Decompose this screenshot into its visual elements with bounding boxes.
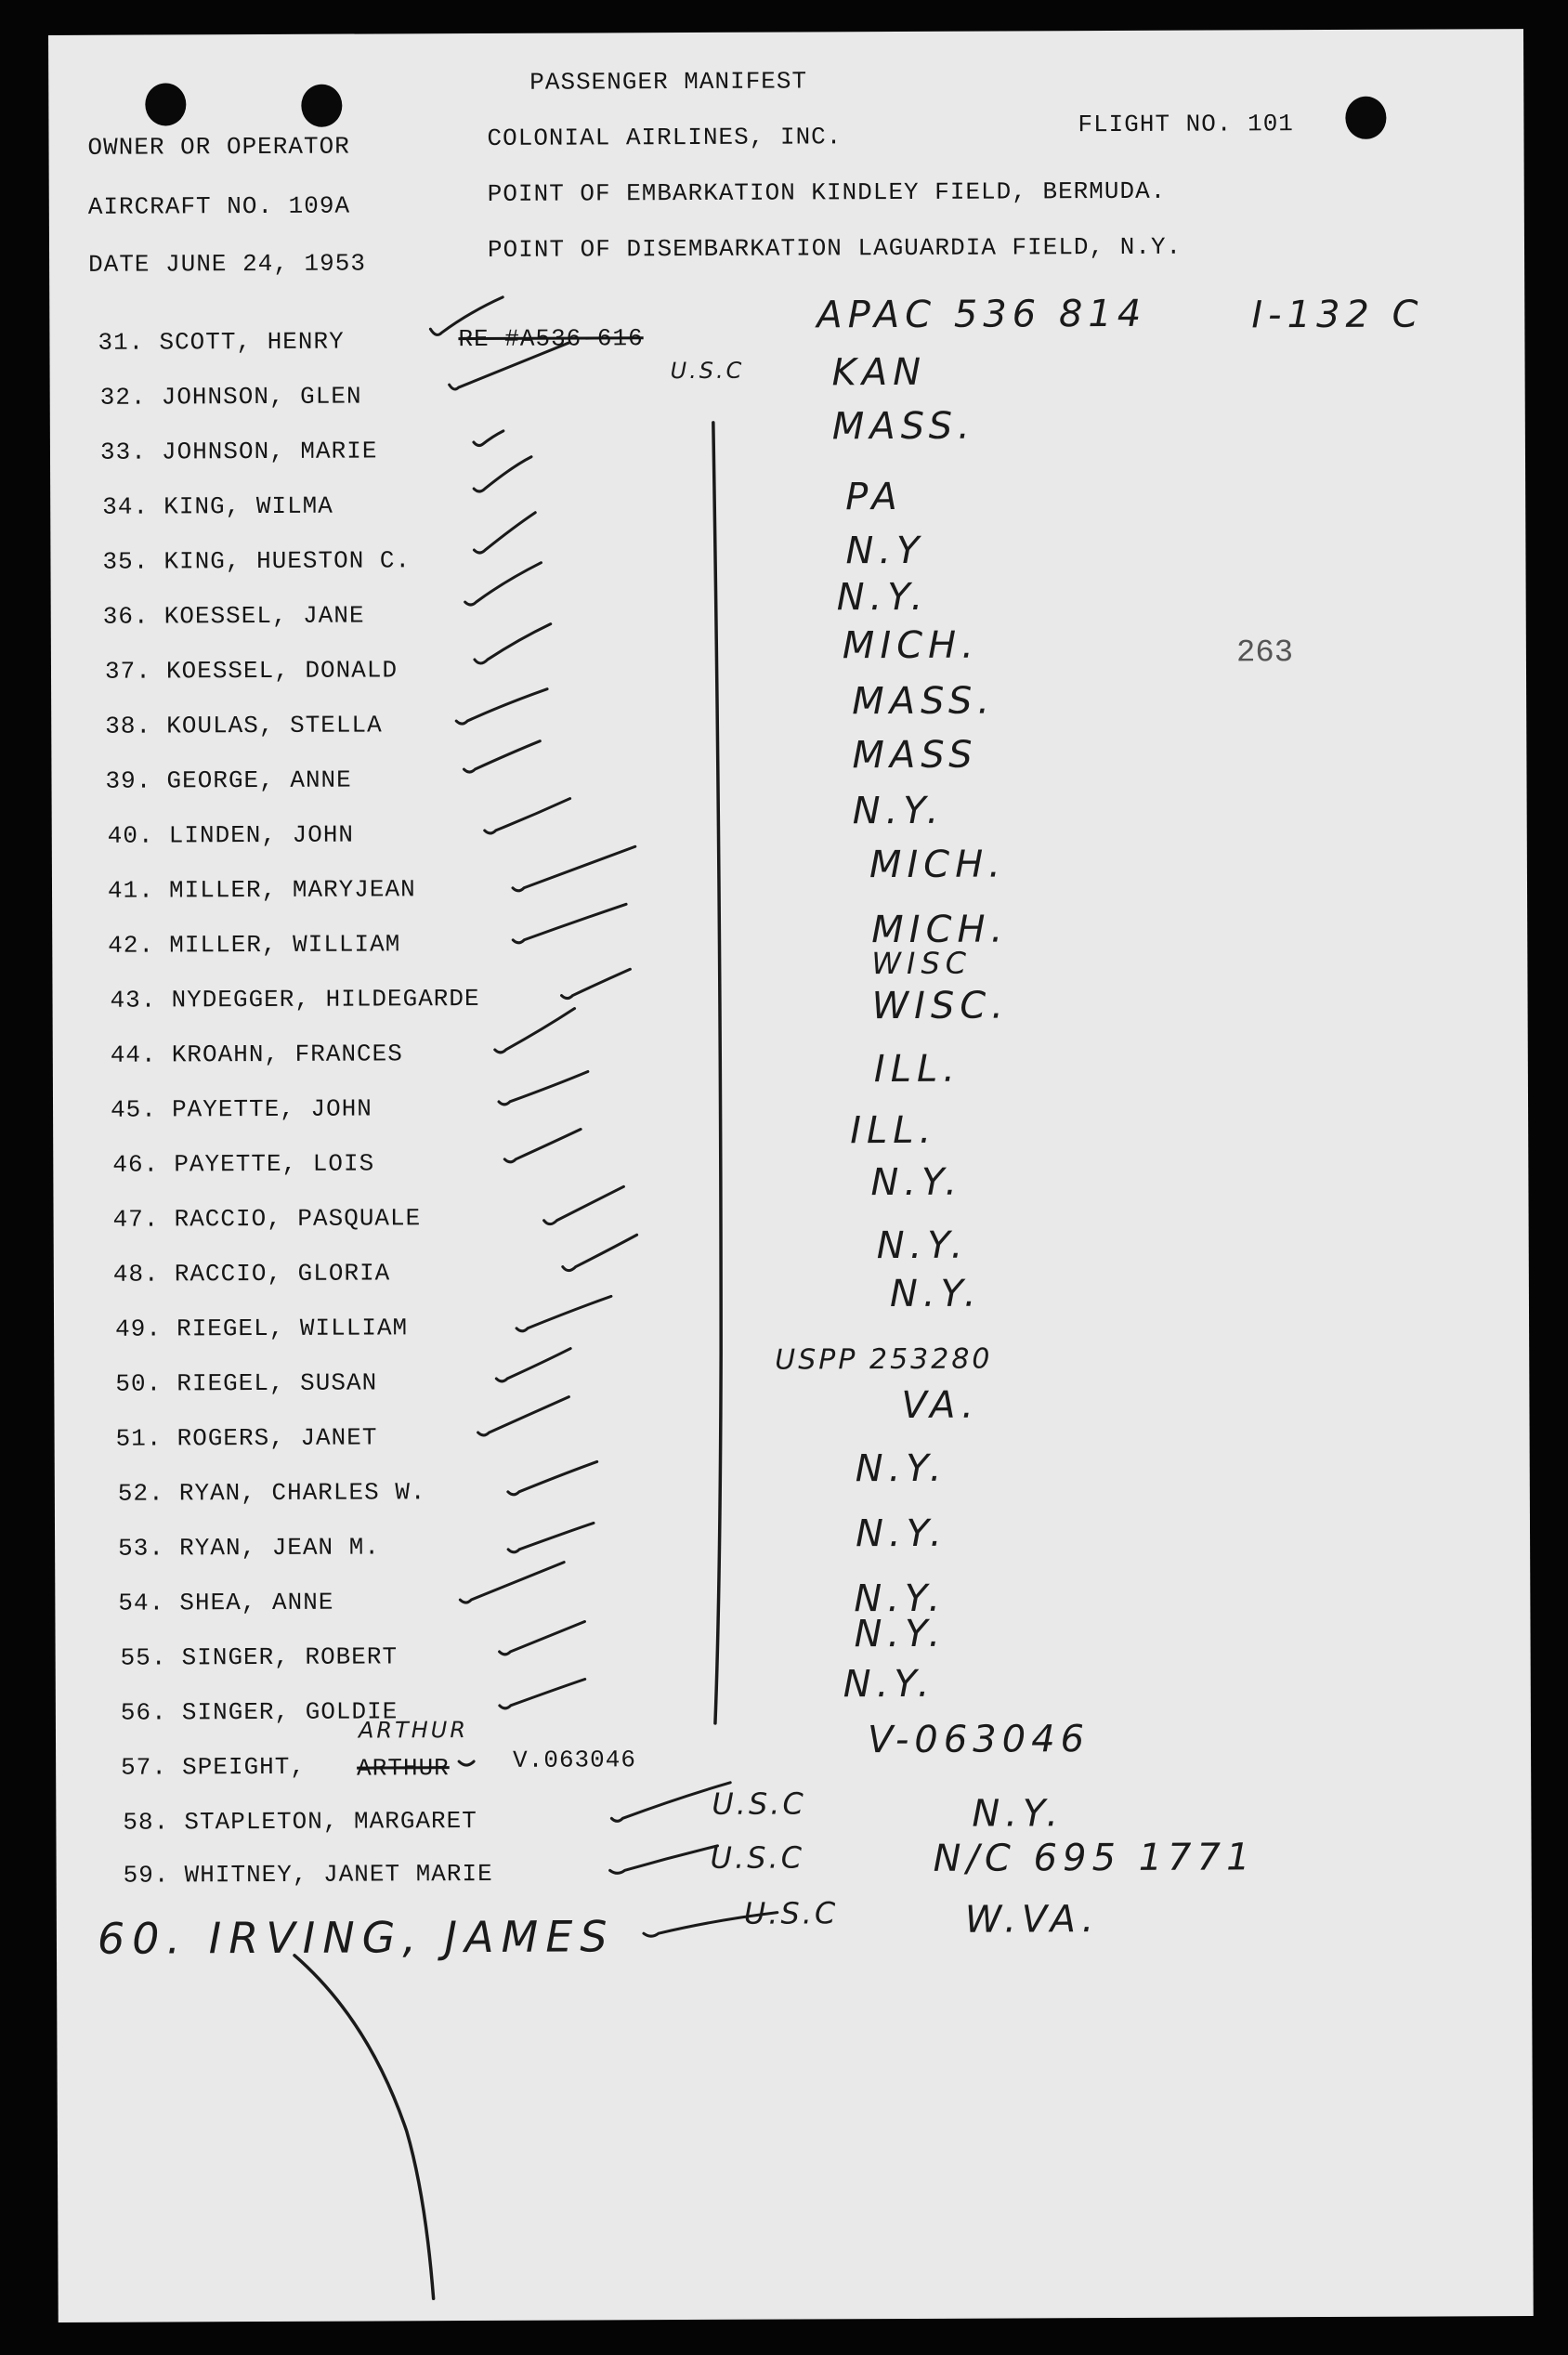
row-number: 57.	[121, 1753, 168, 1782]
row-number: 46.	[112, 1150, 160, 1179]
citizenship-mark: U.S.C	[712, 1786, 806, 1822]
check-mark	[477, 1397, 568, 1435]
handwritten-passenger: 60. IRVING, JAMES	[97, 1911, 615, 1964]
row-number: 51.	[115, 1424, 163, 1453]
passenger-name: RACCIO, GLORIA	[174, 1259, 391, 1289]
state-entry: N.Y.	[843, 1662, 935, 1707]
passenger-name: SPEIGHT,	[182, 1752, 307, 1782]
inserted-first-name: ARTHUR	[358, 1717, 469, 1744]
check-mark	[513, 846, 635, 891]
passenger-name: KING, HUESTON C.	[163, 546, 412, 576]
state-entry: N.Y.	[836, 575, 929, 620]
check-mark	[499, 1071, 588, 1104]
row-number: 34.	[102, 492, 150, 521]
check-mark	[561, 969, 630, 998]
row-number: 31.	[98, 328, 145, 357]
row-number: 45.	[110, 1095, 157, 1124]
flight-number: FLIGHT NO. 101	[1078, 110, 1294, 139]
state-entry: MASS.	[852, 679, 996, 724]
diagonal-line	[294, 1955, 434, 2299]
state-entry: WISC	[871, 945, 973, 982]
owner-value: COLONIAL AIRLINES, INC.	[487, 123, 843, 152]
row-number: 33.	[99, 438, 147, 466]
struck-registration: RE #A536-616	[458, 324, 644, 354]
manifest-page	[48, 29, 1534, 2322]
check-mark	[474, 431, 503, 446]
row-number: 36.	[102, 602, 150, 631]
check-mark	[485, 799, 570, 833]
state-entry: MICH.	[869, 843, 1007, 887]
check-mark	[474, 457, 531, 491]
manifest-title: PASSENGER MANIFEST	[529, 67, 808, 97]
state-entry: N.Y.	[852, 789, 945, 833]
row-number: 47.	[112, 1205, 160, 1234]
check-mark	[508, 1523, 594, 1551]
row-number: 55.	[120, 1643, 167, 1672]
passenger-name: JOHNSON, GLEN	[161, 382, 362, 412]
state-entry: ILL.	[850, 1108, 937, 1153]
struck-first-name: ARTHUR	[357, 1754, 450, 1783]
manifest-date: DATE JUNE 24, 1953	[88, 249, 366, 279]
passenger-name: MILLER, MARYJEAN	[168, 875, 416, 905]
citizenship-mark: U.S.C	[670, 357, 745, 385]
row-number: 58.	[123, 1808, 170, 1837]
state-entry: PA	[845, 475, 903, 519]
bracket-line	[710, 423, 724, 1723]
passenger-name: KING, WILMA	[163, 491, 333, 521]
check-mark	[516, 1296, 611, 1330]
state-entry: N.Y.	[972, 1792, 1065, 1836]
passenger-name: RIEGEL, SUSAN	[176, 1368, 378, 1398]
passenger-name: SCOTT, HENRY	[159, 327, 345, 357]
state-entry: N.Y	[845, 529, 925, 573]
passenger-name: RACCIO, PASQUALE	[174, 1204, 422, 1234]
row-number: 59.	[123, 1861, 170, 1890]
check-mark	[513, 904, 626, 943]
row-number: 40.	[107, 821, 154, 850]
row-number: 43.	[110, 986, 157, 1014]
row-number: 48.	[112, 1260, 160, 1289]
row-number: 54.	[118, 1589, 165, 1617]
row-number: 53.	[118, 1534, 164, 1563]
state-entry: N.Y.	[855, 1511, 947, 1556]
passenger-name: KOESSEL, JANE	[163, 601, 365, 631]
state-entry: MICH.	[842, 623, 980, 668]
state-entry: WISC.	[871, 984, 1010, 1028]
pen-marks	[48, 29, 1534, 2322]
state-entry: N.Y.	[855, 1446, 947, 1491]
row-number: 38.	[105, 712, 152, 740]
check-mark	[499, 1621, 584, 1654]
owner-label: OWNER OR OPERATOR	[87, 132, 350, 162]
state-entry: VA.	[901, 1383, 980, 1428]
check-mark	[449, 343, 569, 389]
check-mark	[459, 1761, 474, 1765]
state-entry: MASS	[852, 733, 978, 778]
passenger-name: RYAN, CHARLES W.	[178, 1478, 426, 1508]
check-mark	[611, 1783, 730, 1822]
passenger-name: SHEA, ANNE	[179, 1588, 334, 1617]
passenger-name: SINGER, ROBERT	[181, 1642, 399, 1672]
citizenship-mark: U.S.C	[710, 1839, 805, 1876]
passenger-name: PAYETTE, LOIS	[174, 1149, 375, 1179]
passenger-name: KOULAS, STELLA	[166, 711, 383, 740]
state-entry: N.Y.	[876, 1223, 969, 1268]
alien-registration: APAC 536 814	[817, 292, 1147, 337]
passenger-name: MILLER, WILLIAM	[169, 930, 401, 960]
row-number: 52.	[117, 1479, 164, 1508]
row-number: 49.	[115, 1315, 162, 1343]
page-number: 263	[1235, 635, 1294, 672]
state-entry: W.VA.	[964, 1898, 1100, 1942]
state-entry: ILL.	[873, 1047, 961, 1092]
nc-number: N/C 695 1771	[933, 1836, 1256, 1880]
check-mark	[464, 741, 540, 772]
passenger-name: GEORGE, ANNE	[166, 765, 352, 795]
row-number: 39.	[105, 766, 152, 795]
state-entry: N.Y.	[854, 1612, 947, 1656]
form-code: I-132 C	[1251, 293, 1424, 337]
passenger-name: RYAN, JEAN M.	[179, 1533, 381, 1563]
check-mark	[460, 1563, 564, 1603]
citizenship-mark: U.S.C	[743, 1895, 839, 1931]
passenger-name: STAPLETON, MARGARET	[184, 1807, 477, 1837]
row-number: 50.	[115, 1369, 163, 1398]
check-mark	[496, 1349, 570, 1381]
check-mark	[500, 1679, 585, 1707]
check-mark	[456, 689, 547, 724]
check-mark	[430, 297, 503, 335]
passenger-name: PAYETTE, JOHN	[171, 1094, 372, 1124]
check-mark	[543, 1186, 623, 1223]
passenger-name: LINDEN, JOHN	[168, 820, 355, 850]
passenger-name: ROGERS, JANET	[176, 1423, 378, 1453]
check-mark	[644, 1913, 777, 1937]
row-number: 44.	[110, 1040, 157, 1069]
check-mark	[504, 1130, 581, 1162]
row-number: 37.	[104, 657, 151, 686]
row-number: 35.	[102, 547, 150, 576]
check-mark	[464, 563, 541, 605]
check-mark	[563, 1235, 637, 1270]
disembarkation-point: POINT OF DISEMBARKATION LAGUARDIA FIELD, N.Y.	[487, 232, 1183, 264]
row-number: 42.	[108, 931, 155, 960]
state-entry: KAN	[831, 350, 927, 395]
state-entry: MASS.	[831, 404, 975, 449]
row-number: 32.	[99, 383, 147, 412]
visa-number: V.063046	[513, 1746, 636, 1774]
row-number: 41.	[107, 876, 154, 905]
embarkation-point: POINT OF EMBARKATION KINDLEY FIELD, BERMUDA.	[487, 177, 1167, 208]
passenger-name: RIEGEL, WILLIAM	[176, 1314, 409, 1343]
passenger-name: KOESSEL, DONALD	[165, 656, 399, 686]
passenger-name: JOHNSON, MARIE	[161, 437, 378, 466]
row-number: 56.	[120, 1698, 167, 1727]
check-mark	[508, 1461, 597, 1494]
passenger-name: SINGER, GOLDIE	[181, 1697, 399, 1727]
check-mark	[495, 1009, 575, 1053]
check-mark	[610, 1846, 718, 1874]
passenger-name: WHITNEY, JANET MARIE	[184, 1859, 493, 1890]
visa-handwritten: V-063046	[867, 1718, 1091, 1762]
state-entry: N.Y.	[854, 1577, 947, 1621]
passport-number: USPP 253280	[775, 1342, 993, 1377]
passenger-name: KROAHN, FRANCES	[171, 1040, 403, 1069]
state-entry: MICH.	[871, 908, 1009, 952]
check-mark	[475, 624, 551, 663]
state-entry: N.Y.	[870, 1160, 963, 1205]
aircraft-number: AIRCRAFT NO. 109A	[87, 191, 351, 221]
check-mark	[474, 513, 535, 553]
passenger-name: NYDEGGER, HILDEGARDE	[171, 984, 480, 1014]
state-entry: N.Y.	[889, 1272, 982, 1316]
